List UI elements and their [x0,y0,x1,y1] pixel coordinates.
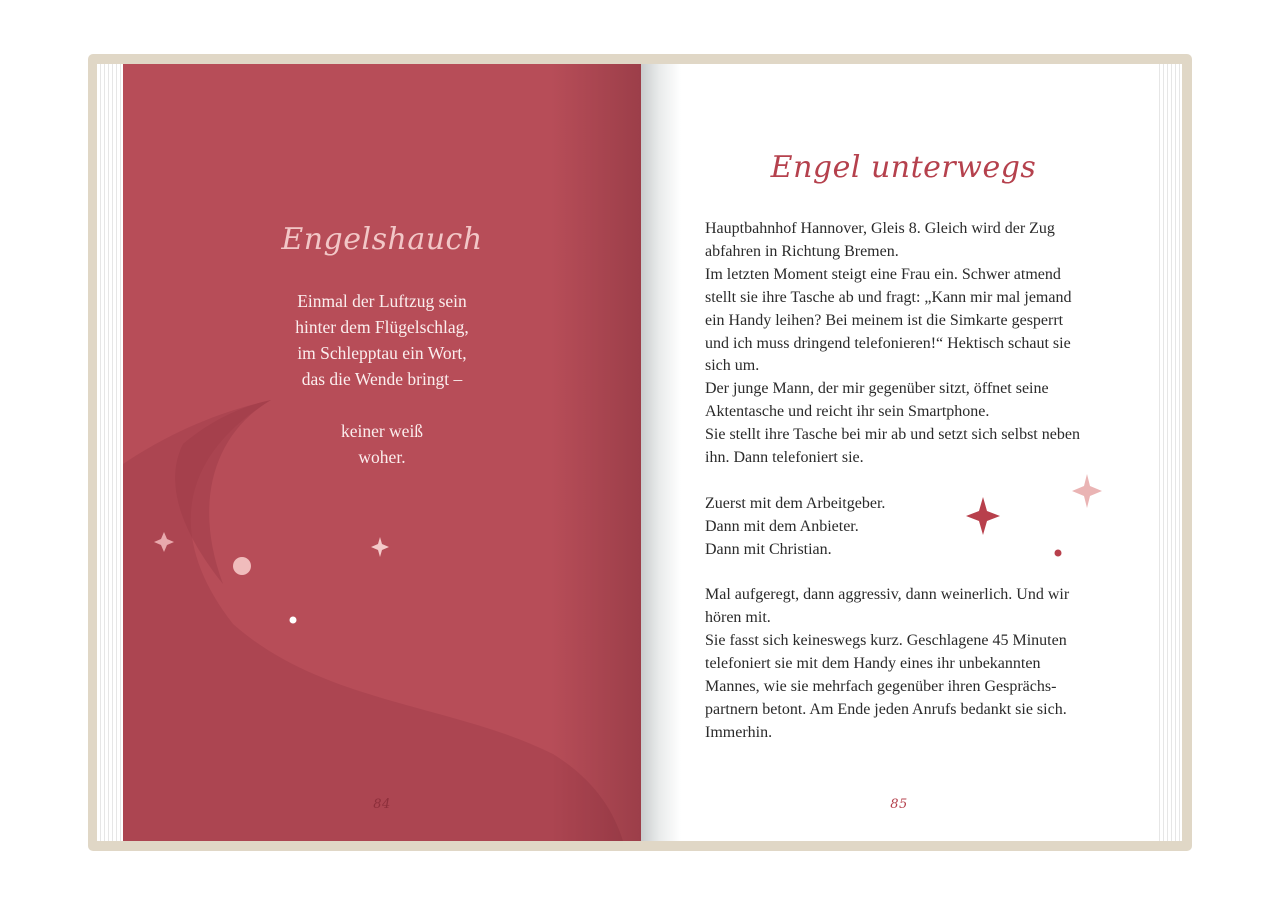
dot-icon [290,617,297,624]
text-line: partnern betont. Am Ende jeden Anrufs bedankt sie sich. [705,701,1067,718]
page-number-right [641,797,1156,812]
text-line: ein Handy leihen? Bei meinem ist die Simkarte gesperrt [705,311,1064,329]
text-line: Im letzten Moment steigt eine Frau ein. Schwer atmend [705,265,1061,283]
text-line: hören mit. [705,609,771,627]
text-line: sich um. [705,357,760,375]
stanza-gap [123,392,641,418]
paragraph-gap [705,470,1105,493]
text-line: Dann mit Christian. [705,540,832,558]
text-line: Aktentasche und reicht ihr sein Smartphone. [705,403,990,421]
text-line: ihn. Dann telefoniert sie. [705,449,864,467]
text-line: Hauptbahnhof Hannover, Gleis 8. Gleich wird der Zug [705,220,1055,237]
poem-line: woher. [358,447,406,467]
poem-line: das die Wende bringt – [301,369,463,389]
text-line: Mannes, wie sie mehrfach gegenüber ihren Gesprächs- [705,678,1057,696]
text-line: abfahren in Richtung Bremen. [705,242,899,260]
story-title: Engel unterwegs [770,150,1037,185]
right-page [641,64,1156,841]
dot-icon [233,557,251,575]
poem-line: hinter dem Flügelschlag, [295,317,469,337]
page-number-right-text: 85 [890,797,908,812]
poem-title: Engelshauch [281,222,483,257]
text-line: telefoniert sie mit dem Handy eines ihr unbekannten [705,655,1041,673]
left-page [123,64,641,841]
text-line: Zuerst mit dem Arbeitgeber. [705,494,886,512]
page-number-left-text: 84 [373,797,391,812]
story-text [705,218,1105,745]
text-line: und ich muss dringend telefonieren!“ Hektisch schaut sie [705,334,1071,352]
page-number-left [123,797,641,812]
text-line: Mal aufgeregt, dann aggressiv, dann weinerlich. Und wir [705,586,1070,604]
text-line: stellt sie ihre Tasche ab und fragt: „Kann mir mal jemand [705,288,1072,306]
page-edges-right [1156,64,1182,841]
text-line: Sie stellt ihre Tasche bei mir ab und setzt sich selbst neben [705,426,1080,444]
text-line: Der junge Mann, der mir gegenüber sitzt, öffnet seine [705,380,1049,398]
poem-line: Einmal der Luftzug sein [297,291,467,311]
poem-line: im Schlepptau ein Wort, [297,343,467,363]
page-edges-left [97,64,123,841]
paragraph-gap [705,562,1105,585]
text-line: Sie fasst sich keineswegs kurz. Geschlagene 45 Minuten [705,632,1067,650]
text-line: Immerhin. [705,723,773,741]
poem [123,288,641,470]
text-line: Dann mit dem Anbieter. [705,517,859,535]
poem-line: keiner weiß [340,421,424,441]
sparkle-icon [371,537,389,557]
